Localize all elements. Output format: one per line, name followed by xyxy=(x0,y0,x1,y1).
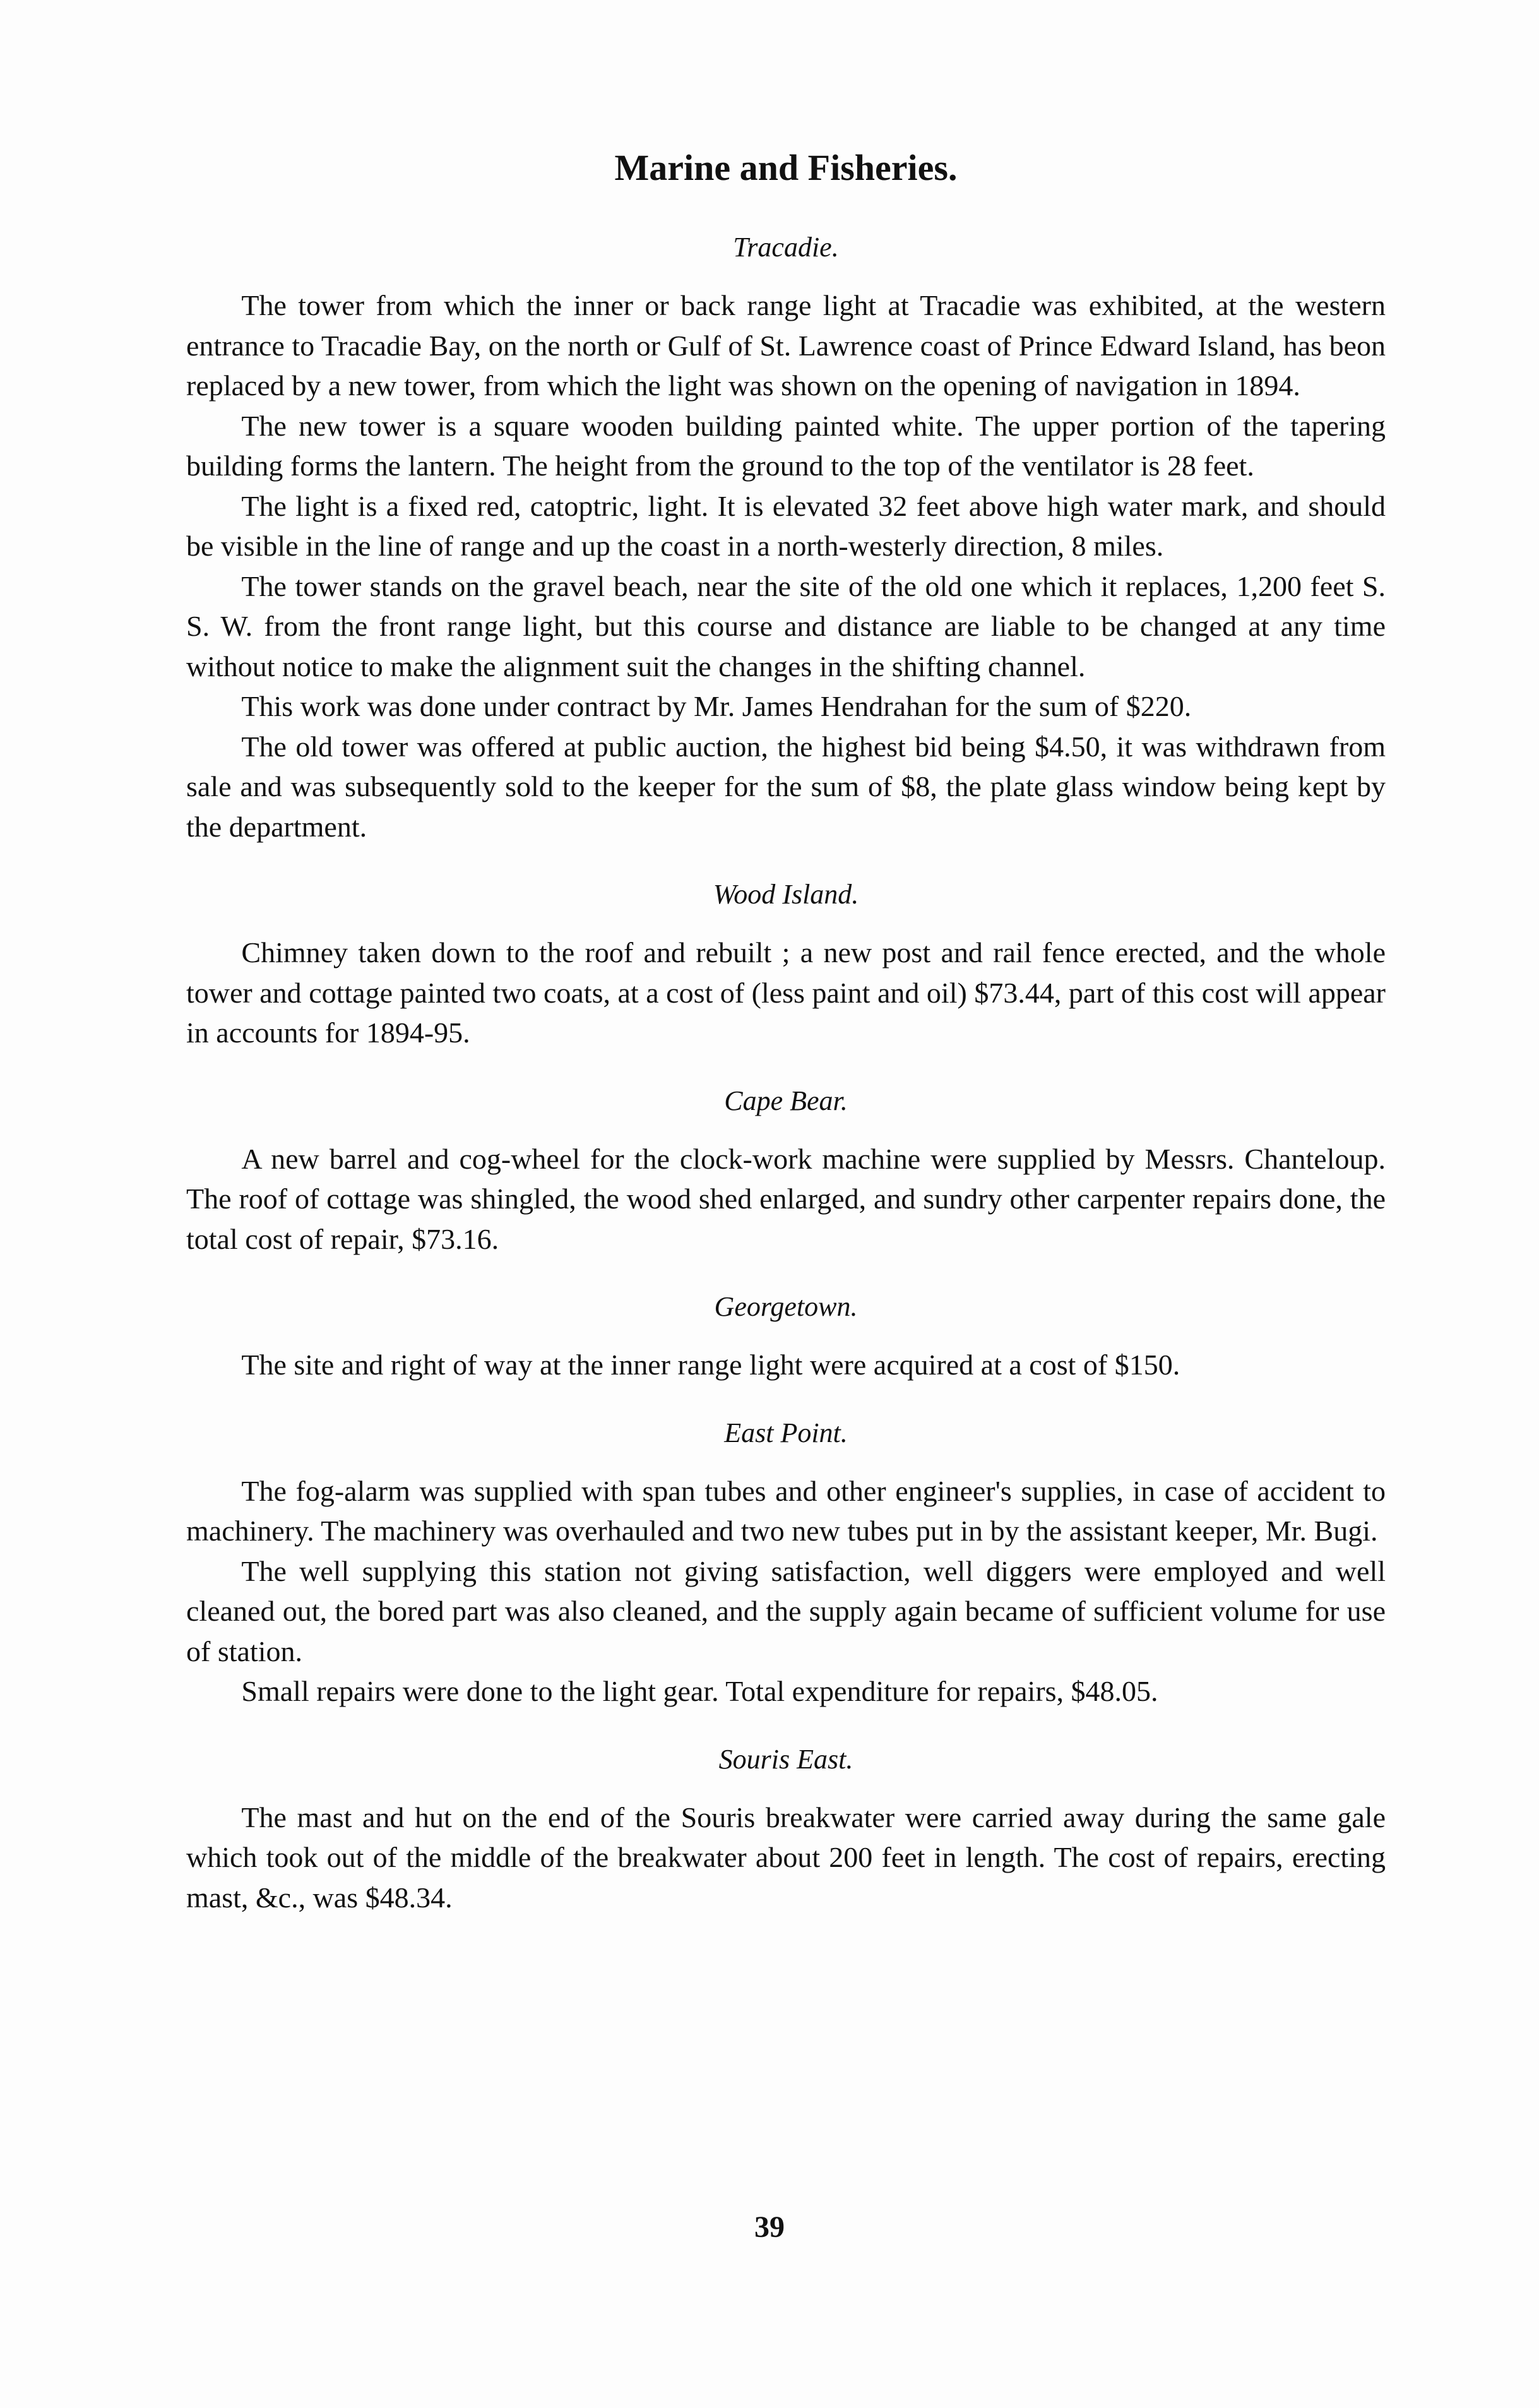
section-heading: Souris East. xyxy=(718,1743,853,1775)
paragraph: The old tower was offered at public auction, the highest bid being $4.50, it was withdrawn from sale and was subsequently sold to the keeper for the sum of $8, the plate glass window being kept by the department. xyxy=(186,730,1386,843)
page-number: 39 xyxy=(754,2210,785,2244)
paragraph: A new barrel and cog-wheel for the clock-work machine were supplied by Messrs. Chanteloup. The roof of cottage was shingled, the wood shed enlarged, and sundry other carpenter repairs done, the total cost of repair, $73.16. xyxy=(186,1142,1386,1255)
paragraph: The mast and hut on the end of the Souris breakwater were carried away during the same gale which took out of the middle of the breakwater about 200 feet in length. The cost of repairs, erecting mast, &c., was $48.34. xyxy=(186,1801,1386,1914)
section-heading: Wood Island. xyxy=(713,879,859,910)
paragraph: The tower from which the inner or back range light at Tracadie was exhibited, at the western entrance to Tracadie Bay, on the north or Gulf of St. Lawrence coast of Prince Edward Island, has beon replaced by a new tower, from which the light was shown on the opening of navigation in 1894. xyxy=(186,289,1386,402)
section-east-point xyxy=(186,1414,1386,1712)
section-wood-island xyxy=(186,876,1386,1053)
paragraph: The new tower is a square wooden building painted white. The upper portion of the tapering building forms the lantern. The height from the ground to the top of the ventilator is 28 feet. xyxy=(186,409,1386,482)
paragraph: Small repairs were done to the light gear. Total expenditure for repairs, $48.05. xyxy=(241,1675,1158,1707)
section-cape-bear xyxy=(186,1082,1386,1260)
page-title: Marine and Fisheries. xyxy=(614,147,958,188)
section-tracadie xyxy=(186,229,1386,847)
section-georgetown xyxy=(186,1288,1386,1385)
paragraph: The site and right of way at the inner range light were acquired at a cost of $150. xyxy=(241,1349,1180,1381)
paragraph: The fog-alarm was supplied with span tubes and other engineer's supplies, in case of accident to machinery. The machinery was overhauled and two new tubes put in by the assistant keeper, Mr. Bugi. xyxy=(186,1474,1386,1547)
section-heading: Georgetown. xyxy=(714,1291,858,1322)
paragraph: The tower stands on the gravel beach, near the site of the old one which it replaces, 1,200 feet S. S. W. from the front range light, but this course and distance are liable to be changed at any time without notice to make the alignment suit the changes in the shifting channel. xyxy=(186,569,1386,682)
paragraph: Chimney taken down to the roof and rebuilt ; a new post and rail fence erected, and the whole tower and cottage painted two coats, at a cost of (less paint and oil) $73.44, part of this cost will appear in accounts for 1894-95. xyxy=(186,936,1386,1049)
paragraph: The light is a fixed red, catoptric, light. It is elevated 32 feet above high water mark, and should be visible in the line of range and up the coast in a north-westerly direction, 8 miles. xyxy=(186,489,1386,562)
section-heading: Tracadie. xyxy=(733,232,839,263)
section-heading: East Point. xyxy=(724,1417,848,1448)
paragraph: The well supplying this station not giving satisfaction, well diggers were employed and well cleaned out, the bored part was also cleaned, and the supply again became of sufficient volume for use of station. xyxy=(186,1554,1386,1667)
paragraph: This work was done under contract by Mr. James Hendrahan for the sum of $220. xyxy=(241,690,1192,722)
page-text xyxy=(186,145,1386,1917)
section-heading: Cape Bear. xyxy=(724,1085,848,1116)
section-souris-east xyxy=(186,1741,1386,1918)
